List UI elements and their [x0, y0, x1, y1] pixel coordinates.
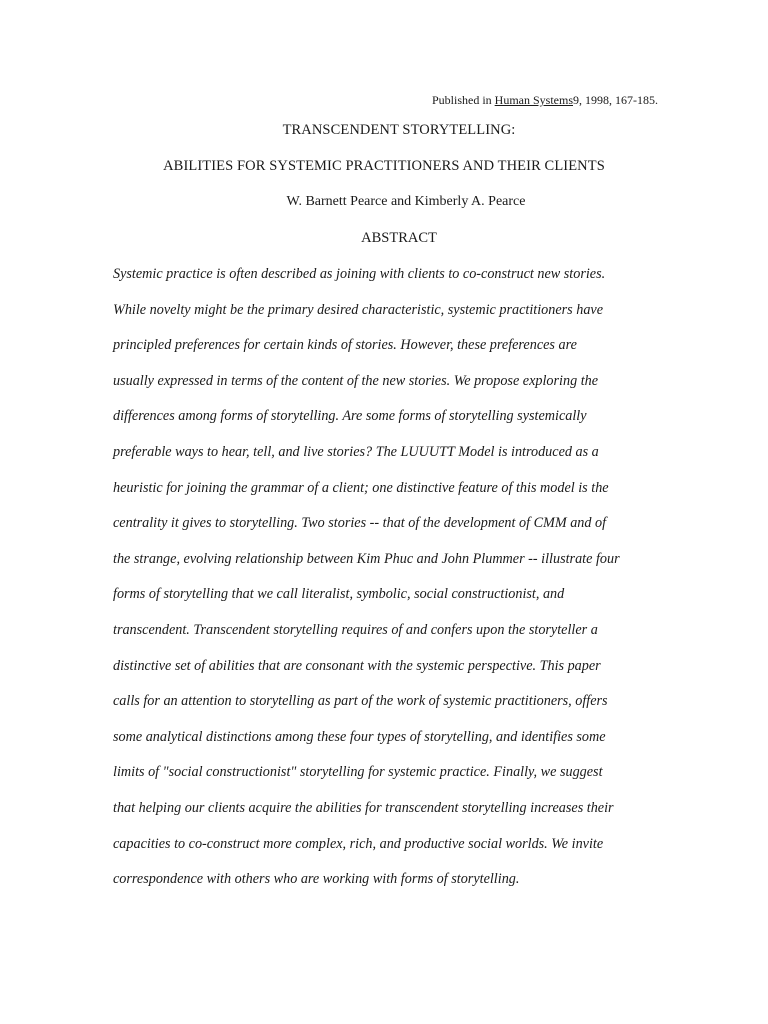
abstract-line: some analytical distinctions among these four types of storytelling, and identifies some: [113, 728, 606, 745]
abstract-line: preferable ways to hear, tell, and live stories? The LUUUTT Model is introduced as a: [113, 443, 599, 460]
citation-details: 9, 1998, 167-185.: [573, 93, 658, 107]
paper-title-line-1: TRANSCENDENT STORYTELLING:: [282, 122, 516, 138]
abstract-line: correspondence with others who are working with forms of storytelling.: [113, 871, 520, 888]
abstract-line: Systemic practice is often described as joining with clients to co-construct new stories.: [113, 266, 606, 282]
journal-name: Human Systems: [494, 93, 573, 107]
abstract-line: transcendent. Transcendent storytelling requires of and confers upon the storyteller a: [113, 621, 598, 638]
abstract-line: limits of "social constructionist" storytelling for systemic practice. Finally, we suggest: [113, 764, 603, 781]
abstract-line: the strange, evolving relationship between Kim Phuc and John Plummer -- illustrate four: [113, 550, 620, 567]
abstract-line: that helping our clients acquire the abilities for transcendent storytelling increases their: [113, 799, 614, 816]
abstract-line: usually expressed in terms of the content of the new stories. We propose exploring the: [113, 372, 599, 389]
abstract-heading: ABSTRACT: [361, 230, 437, 246]
abstract-line: principled preferences for certain kinds of stories. However, these preferences are: [113, 337, 577, 354]
author-line: W. Barnett Pearce and Kimberly A. Pearce: [286, 194, 526, 209]
publication-line: [432, 93, 658, 108]
abstract-line: centrality it gives to storytelling. Two stories -- that of the development of CMM and of: [113, 515, 607, 532]
abstract-line: forms of storytelling that we call literalist, symbolic, social constructionist, and: [113, 586, 565, 603]
abstract-line: capacities to co-construct more complex, rich, and productive social worlds. We invite: [113, 835, 604, 852]
abstract-body: [113, 263, 673, 904]
abstract-line: While novelty might be the primary desired characteristic, systemic practitioners have: [113, 301, 604, 318]
abstract-line: differences among forms of storytelling. Are some forms of storytelling systemically: [113, 408, 587, 425]
published-prefix: Published in: [431, 93, 492, 107]
paper-title-line-2: ABILITIES FOR SYSTEMIC PRACTITIONERS AND THEIR CLIENTS: [163, 158, 605, 174]
abstract-line: heuristic for joining the grammar of a client; one distinctive feature of this model is the: [113, 479, 609, 496]
abstract-line: calls for an attention to storytelling as part of the work of systemic practitioners, offers: [113, 693, 608, 710]
abstract-line: distinctive set of abilities that are consonant with the systemic perspective. This paper: [113, 657, 601, 674]
